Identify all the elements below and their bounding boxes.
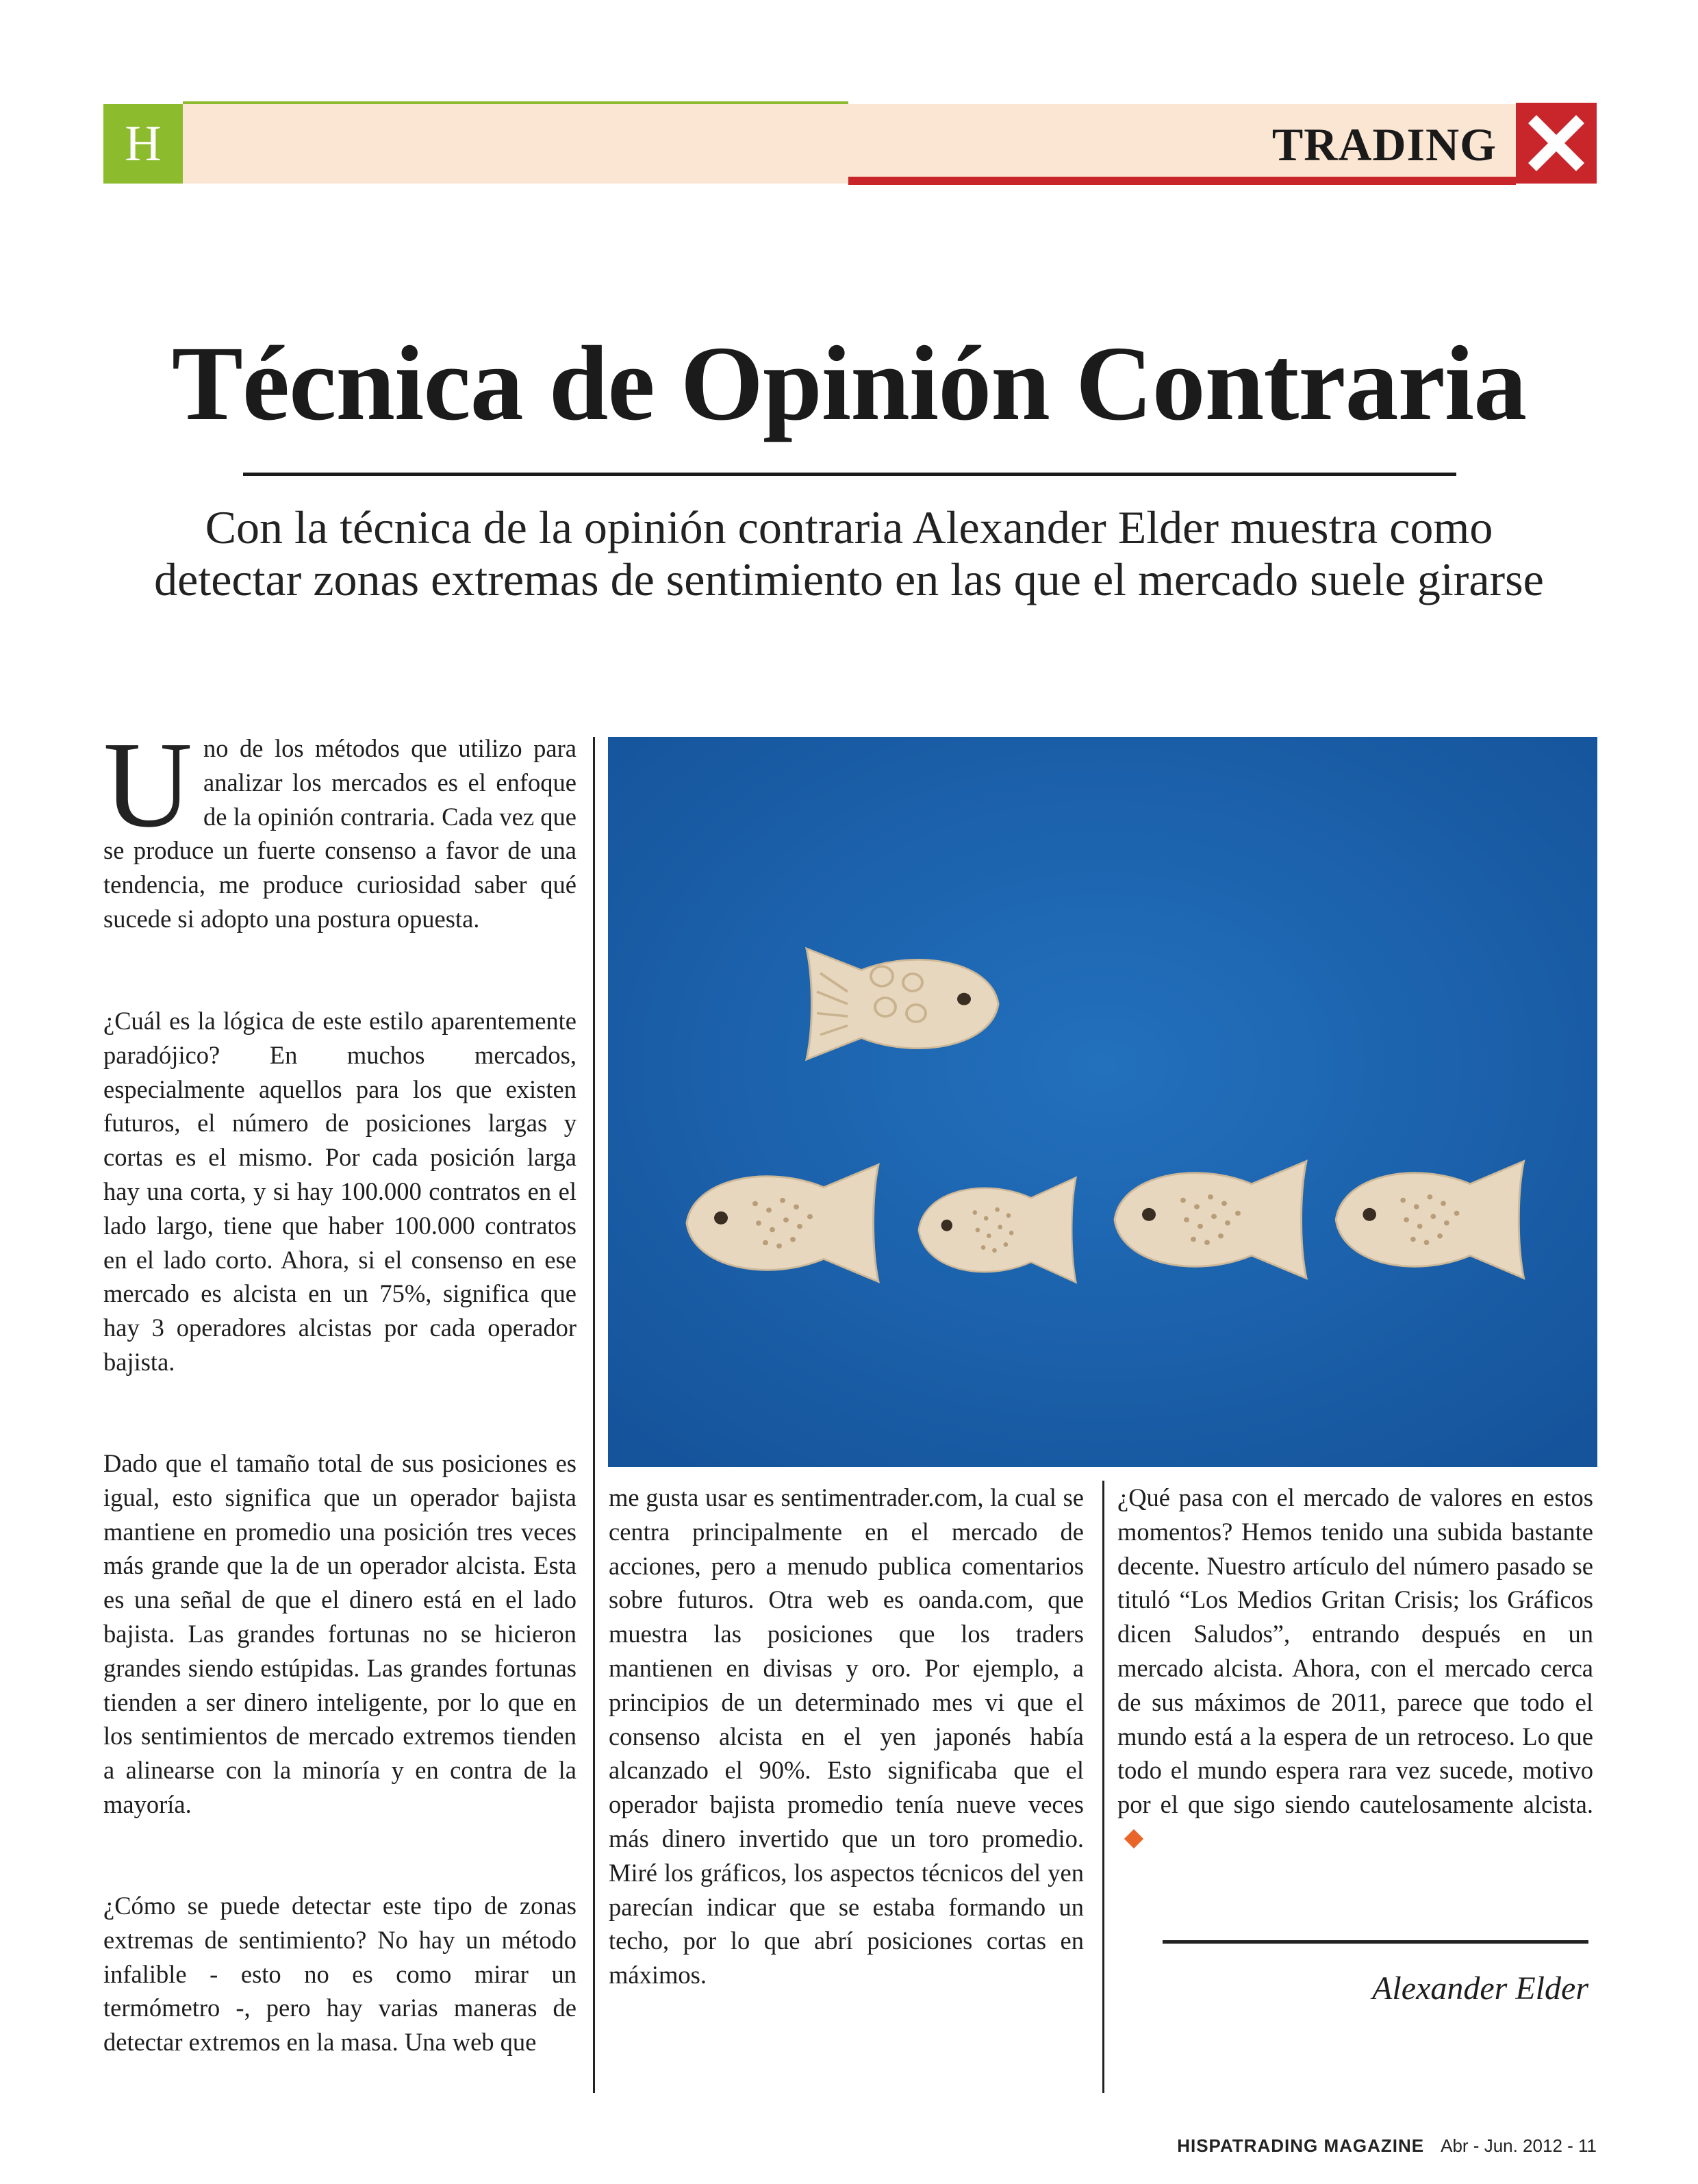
column-3 [1117, 1481, 1593, 1856]
paragraph-1: Uno de los métodos que utilizo para analizar los mercados es el enfoque de la opinión contraria. Cada vez que se produce un fuerte consenso a favor de una tendencia, me produce curiosidad saber qué sucede si adopto una postura opuesta. [103, 716, 576, 933]
paragraph-2: ¿Cuál es la lógica de este estilo aparentemente paradójico? En muchos mercados, especialmente aquellos para los que existen futuros, el número de posiciones largas y cortas es el mismo. Por cada posición larga hay una corta, y si hay 100.000 contratos en el lado largo, tiene que haber 100.000 contratos en el lado corto. Ahora, si el consenso en ese mercado es alcista en un 75%, significa que hay 3 operadores alcistas por cada operador bajista. [103, 1007, 576, 1376]
paragraph-5: me gusta usar es sentimentrader.com, la cual se centra principalmente en el mercado de acciones, pero a menudo publica comentarios sobre futuros. Otra web es oanda.com, que muestra las posiciones que los traders mantienen en divisas y oro. Por ejemplo, a principios de un determinado mes vi que el consenso alcista en el yen japonés había alcanzado el 90%. Esto significaba que el operador bajista promedio tenía nueve veces más dinero invertido que un toro promedio. Miré los gráficos, los aspectos técnicos del yen parecían indicar que se estaba formando un techo, por lo que abrí posiciones cortas en máximos. [609, 1483, 1084, 1990]
paragraph-6: ¿Qué pasa con el mercado de valores en estos momentos? Hemos tenido una subida bastante decente. Nuestro artículo del número pasado se tituló “Los Medios Gritan Crisis; los Gráficos dicen Saludos”, entrando después en un mercado alcista. Ahora, con el mercado cerca de sus máximos de 2011, parece que todo el mundo está a la espera de un retroceso. Lo que todo el mundo espera rara vez sucede, motivo por el que sigo siendo cautelosamente alcista. [1117, 1481, 1593, 1856]
paragraph-4: ¿Cómo se puede detectar este tipo de zonas extremas de sentimiento? No hay un método infalible - esto no es como mirar un termómetro -, pero hay varias maneras de detectar extremos en la masa. Una web que [103, 1892, 576, 2057]
section-label: TRADING [1271, 118, 1497, 171]
article-title: Técnica de Opinión Contraria [171, 324, 1527, 442]
drop-cap: U [103, 716, 192, 853]
column-1-block-2 [103, 1004, 576, 1379]
author-name: Alexander Elder [1372, 1970, 1588, 2007]
column-1-block-1 [103, 716, 576, 936]
cross-logo-icon [1516, 103, 1597, 184]
column-2 [609, 1481, 1084, 1992]
issue-info: Abr - Jun. 2012 - 11 [1441, 2135, 1597, 2156]
fish-photo [608, 737, 1597, 1467]
header-letter: H [125, 116, 162, 172]
title-rule [243, 473, 1456, 476]
header-letter-box [103, 104, 183, 184]
column-divider-1 [593, 737, 595, 2093]
paragraph-3: Dado que el tamaño total de sus posiciones es igual, esto significa que un operador bajista mantiene en promedio una posición tres veces más grande que la de un operador alcista. Esta es una señal de que el dinero está en el lado bajista. Las grandes fortunas no se hicieron grandes siendo estúpidas. Las grandes fortunas tienden a ser dinero inteligente, por lo que en los sentimientos de mercado extremos tienden a alinearse con la minoría y en contra de la mayoría. [103, 1449, 576, 1818]
magazine-name: HISPATRADING MAGAZINE [1177, 2135, 1425, 2156]
column-1-block-3 [103, 1446, 576, 1822]
header-red-rule [848, 177, 1516, 185]
column-divider-2 [1102, 1481, 1104, 2093]
column-1-block-4 [103, 1889, 576, 2059]
page-footer [1177, 2135, 1597, 2157]
article-subtitle: Con la técnica de la opinión contraria Alexander Elder muestra como detectar zonas extremas de sentimiento en las que el mercado suele girarse [154, 501, 1544, 605]
end-diamond-icon [1124, 1829, 1143, 1848]
signature-rule [1163, 1940, 1588, 1944]
